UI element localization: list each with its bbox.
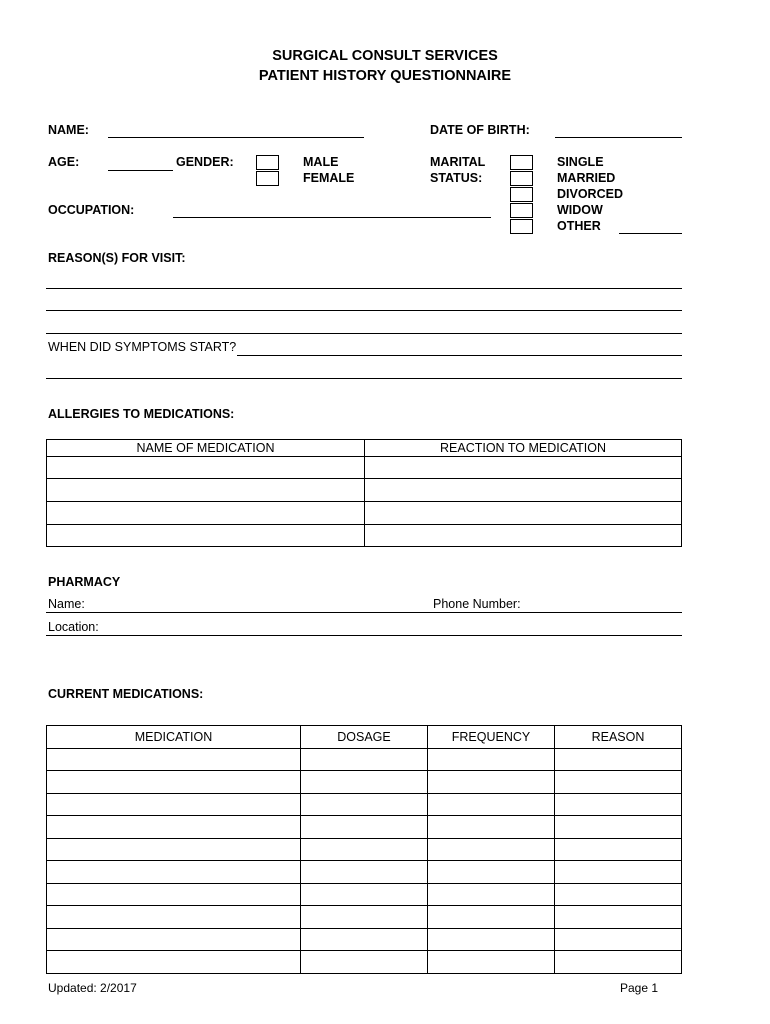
table-row [47, 816, 682, 839]
occupation-label: OCCUPATION: [48, 203, 135, 217]
table-cell[interactable] [301, 861, 428, 884]
table-cell[interactable] [47, 884, 301, 906]
table-cell[interactable] [428, 951, 555, 974]
table-row [47, 839, 682, 861]
updated-date: Updated: 2/2017 [48, 981, 137, 995]
allergies-col-name: NAME OF MEDICATION [47, 440, 365, 457]
table-cell[interactable] [428, 929, 555, 951]
table-cell[interactable] [301, 839, 428, 861]
pharmacy-title: PHARMACY [48, 575, 121, 589]
gender-label: GENDER: [176, 155, 234, 169]
reason-line-1[interactable] [46, 288, 682, 289]
allergies-header-row [47, 440, 682, 457]
table-cell[interactable] [428, 906, 555, 929]
pharmacy-name-field[interactable] [46, 612, 682, 613]
table-cell[interactable] [428, 839, 555, 861]
table-cell[interactable] [555, 929, 682, 951]
gender-female-label: FEMALE [303, 171, 355, 185]
table-cell[interactable] [428, 816, 555, 839]
reason-line-2[interactable] [46, 310, 682, 311]
table-row [47, 794, 682, 816]
table-cell[interactable] [365, 479, 682, 502]
meds-col-frequency: FREQUENCY [428, 726, 555, 749]
form-title: SURGICAL CONSULT SERVICES [272, 48, 498, 64]
table-row [47, 884, 682, 906]
table-cell[interactable] [428, 749, 555, 771]
table-cell[interactable] [428, 794, 555, 816]
marital-label: MARITAL [430, 155, 486, 169]
marital-single-label: SINGLE [557, 155, 604, 169]
age-field[interactable] [108, 170, 173, 171]
marital-widow-label: WIDOW [557, 203, 603, 217]
table-cell[interactable] [47, 749, 301, 771]
meds-col-dosage: DOSAGE [301, 726, 428, 749]
current-meds-table [46, 725, 682, 974]
table-cell[interactable] [47, 861, 301, 884]
table-cell[interactable] [301, 816, 428, 839]
allergies-col-reaction: REACTION TO MEDICATION [365, 440, 682, 457]
dob-label: DATE OF BIRTH: [430, 123, 530, 137]
table-cell[interactable] [47, 929, 301, 951]
table-row [47, 479, 682, 502]
reason-line-3[interactable] [46, 333, 682, 334]
table-cell[interactable] [555, 771, 682, 794]
table-cell[interactable] [428, 771, 555, 794]
marital-divorced-label: DIVORCED [557, 187, 623, 201]
dob-field[interactable] [555, 137, 682, 138]
table-cell[interactable] [365, 525, 682, 547]
table-cell[interactable] [301, 929, 428, 951]
marital-other-checkbox[interactable] [510, 219, 533, 234]
current-meds-title: CURRENT MEDICATIONS: [48, 687, 204, 701]
marital-label-2: STATUS: [430, 171, 483, 185]
gender-female-checkbox[interactable] [256, 171, 279, 186]
table-row [47, 525, 682, 547]
marital-single-checkbox[interactable] [510, 155, 533, 170]
table-cell[interactable] [365, 502, 682, 525]
allergies-title: ALLERGIES TO MEDICATIONS: [48, 407, 235, 421]
form-subtitle: PATIENT HISTORY QUESTIONNAIRE [258, 68, 512, 84]
symptoms-label: WHEN DID SYMPTOMS START? [48, 340, 237, 354]
marital-widow-checkbox[interactable] [510, 203, 533, 218]
marital-divorced-checkbox[interactable] [510, 187, 533, 202]
table-cell[interactable] [555, 884, 682, 906]
marital-married-checkbox[interactable] [510, 171, 533, 186]
pharmacy-name-label: Name: [48, 597, 85, 611]
table-row [47, 502, 682, 525]
pharmacy-phone-label: Phone Number: [433, 597, 521, 611]
current-meds-header-row [47, 726, 682, 749]
page-number: Page 1 [620, 981, 659, 995]
table-cell[interactable] [555, 749, 682, 771]
table-cell[interactable] [301, 771, 428, 794]
table-cell[interactable] [555, 794, 682, 816]
gender-male-checkbox[interactable] [256, 155, 279, 170]
table-cell[interactable] [301, 749, 428, 771]
table-cell[interactable] [555, 861, 682, 884]
table-row [47, 906, 682, 929]
table-cell[interactable] [301, 951, 428, 974]
table-cell[interactable] [47, 816, 301, 839]
occupation-field[interactable] [173, 217, 491, 218]
marital-other-label: OTHER [557, 219, 601, 233]
table-cell[interactable] [47, 525, 365, 547]
name-field[interactable] [108, 137, 364, 138]
table-row [47, 771, 682, 794]
table-cell[interactable] [428, 884, 555, 906]
table-cell[interactable] [47, 839, 301, 861]
table-cell[interactable] [47, 906, 301, 929]
table-cell[interactable] [301, 884, 428, 906]
table-cell[interactable] [47, 794, 301, 816]
table-cell[interactable] [301, 906, 428, 929]
meds-col-reason: REASON [555, 726, 682, 749]
table-cell[interactable] [555, 839, 682, 861]
gender-male-label: MALE [303, 155, 339, 169]
meds-col-medication: MEDICATION [47, 726, 301, 749]
table-cell[interactable] [365, 457, 682, 479]
allergies-table [46, 439, 682, 547]
name-label: NAME: [48, 123, 89, 137]
table-cell[interactable] [47, 502, 365, 525]
table-cell[interactable] [47, 771, 301, 794]
reason-label: REASON(S) FOR VISIT: [48, 251, 186, 265]
table-row [47, 861, 682, 884]
symptoms-line-2[interactable] [46, 378, 682, 379]
symptoms-field[interactable] [237, 355, 682, 356]
table-row [47, 951, 682, 974]
table-cell[interactable] [47, 479, 365, 502]
table-cell[interactable] [301, 794, 428, 816]
table-cell[interactable] [555, 906, 682, 929]
pharmacy-location-label: Location: [48, 620, 99, 634]
table-cell[interactable] [555, 951, 682, 974]
table-cell[interactable] [428, 861, 555, 884]
marital-other-field[interactable] [619, 233, 682, 234]
table-row [47, 929, 682, 951]
pharmacy-location-field[interactable] [46, 635, 682, 636]
table-cell[interactable] [47, 951, 301, 974]
table-row [47, 457, 682, 479]
table-row [47, 749, 682, 771]
marital-married-label: MARRIED [557, 171, 616, 185]
table-cell[interactable] [555, 816, 682, 839]
age-label: AGE: [48, 155, 80, 169]
table-cell[interactable] [47, 457, 365, 479]
